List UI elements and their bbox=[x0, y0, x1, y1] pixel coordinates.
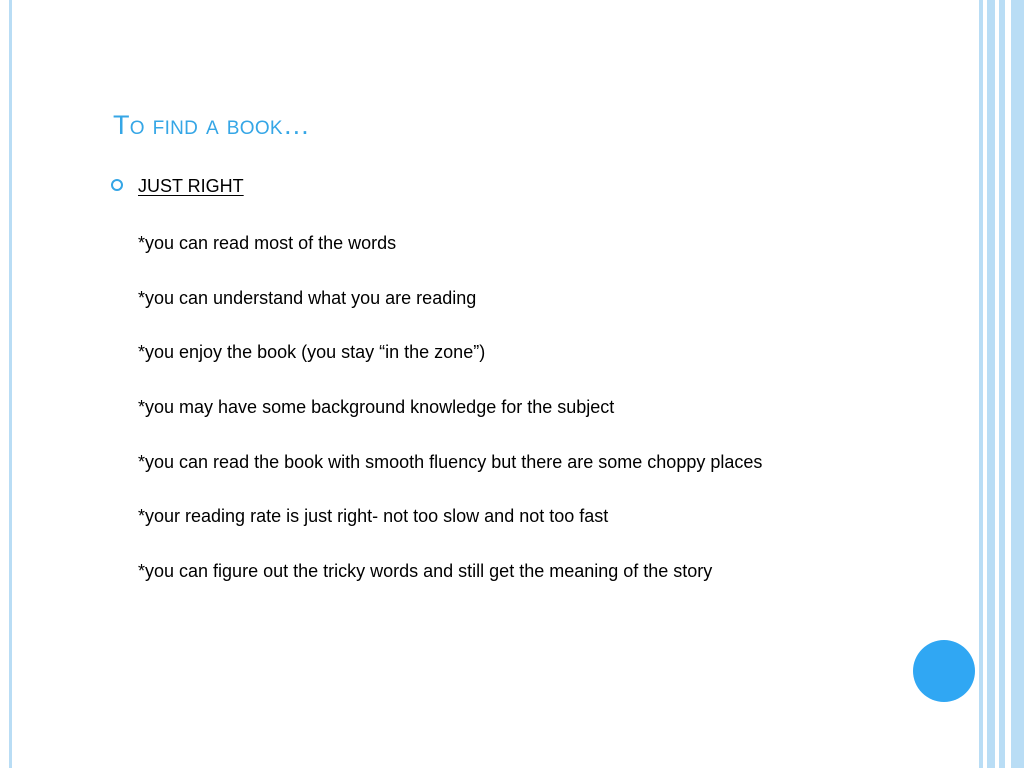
right-border-stripe bbox=[1011, 0, 1024, 768]
criteria-line: *you can figure out the tricky words and still get the meaning of the story bbox=[138, 561, 713, 582]
bullet-ring-icon bbox=[111, 179, 123, 191]
criteria-line: *you may have some background knowledge for the subject bbox=[138, 397, 615, 418]
right-border-stripe bbox=[999, 0, 1005, 768]
criteria-line: *you can read most of the words bbox=[138, 233, 397, 253]
bullet-item bbox=[108, 172, 908, 200]
criteria-line: *you enjoy the book (you stay “in the zone”) bbox=[138, 342, 486, 363]
criteria-line: *you can understand what you are reading bbox=[138, 287, 477, 308]
right-border-stripe bbox=[979, 0, 983, 768]
bullet-heading: JUST RIGHT bbox=[138, 175, 244, 196]
criteria-list bbox=[108, 200, 908, 582]
criteria-line: *you can read the book with smooth fluency but there are some choppy places bbox=[138, 451, 763, 472]
decorative-circle bbox=[913, 640, 975, 702]
slide-content bbox=[108, 172, 908, 582]
right-border-stripe bbox=[987, 0, 995, 768]
left-border-line bbox=[9, 0, 12, 768]
slide-title: To find a book… bbox=[113, 110, 311, 140]
criteria-line: *your reading rate is just right- not too slow and not too fast bbox=[138, 506, 609, 527]
